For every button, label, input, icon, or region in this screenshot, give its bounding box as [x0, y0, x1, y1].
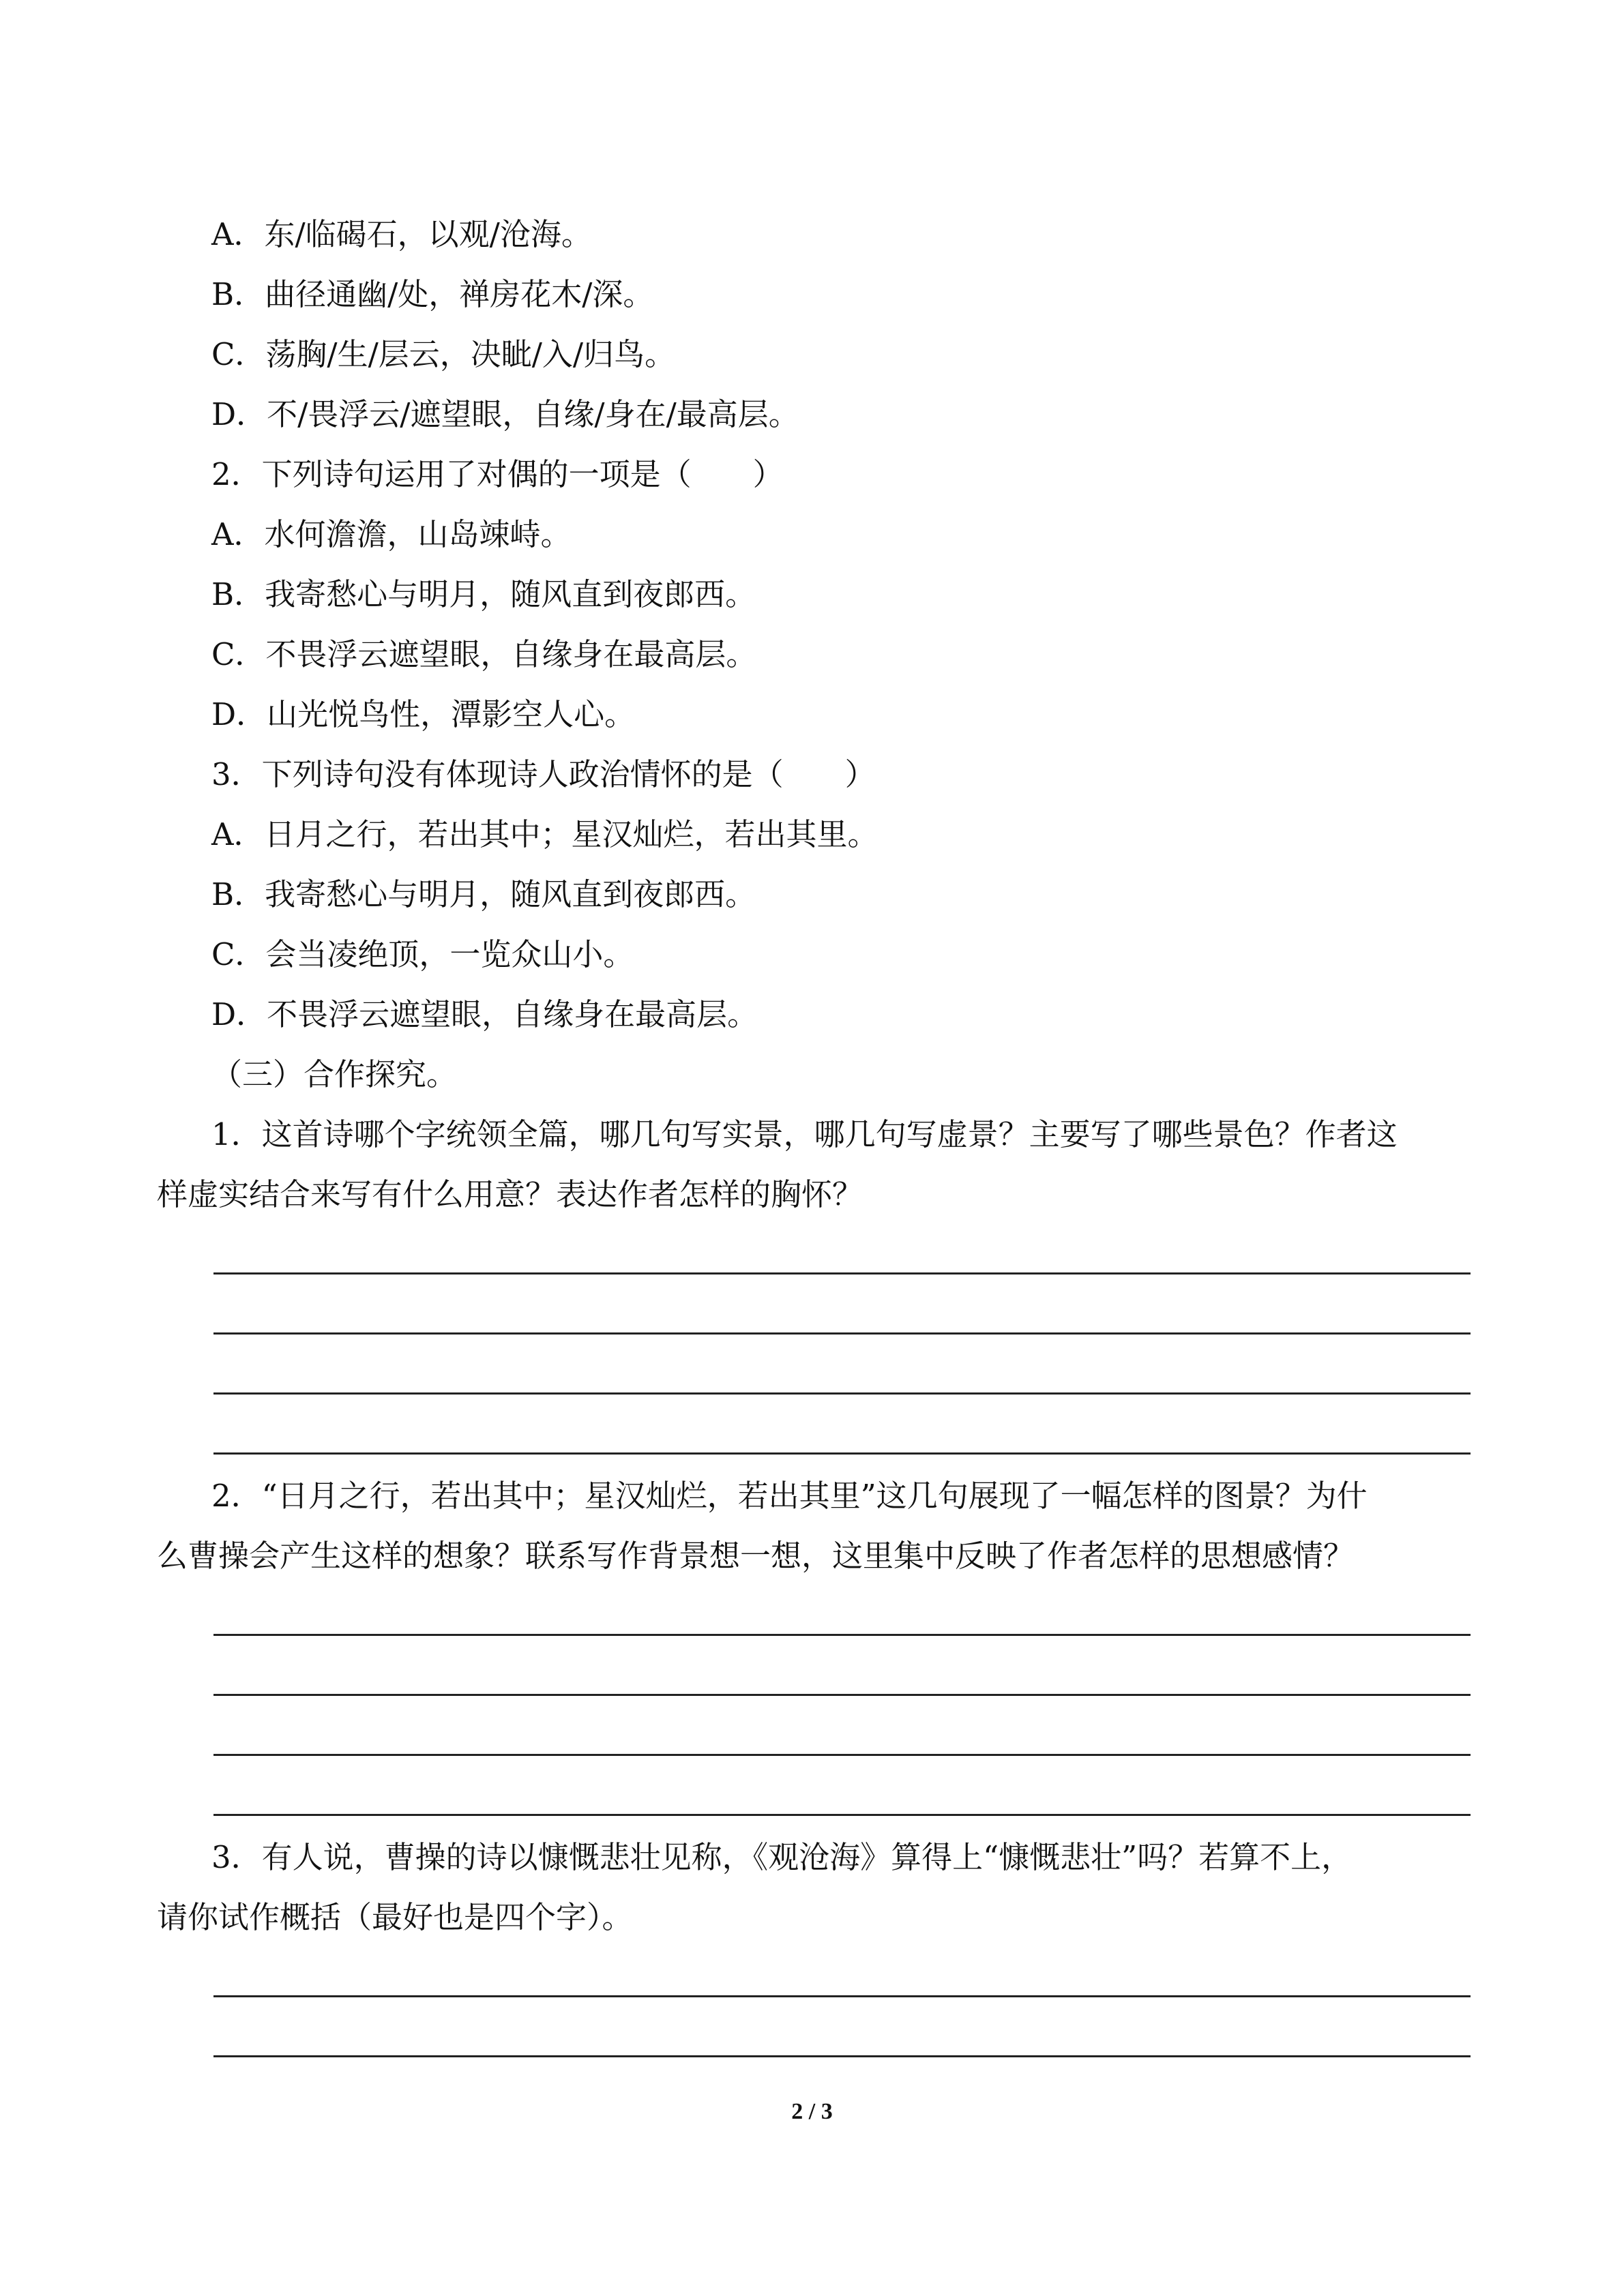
- q2-option-b: B．我寄愁心与明月，随风直到夜郎西。: [211, 576, 756, 612]
- explore-3-line-1: 3．有人说，曹操的诗以慷慨悲壮见称，《观沧海》算得上“慷慨悲壮”吗？若算不上，: [211, 1839, 1353, 1875]
- explore-3-line-2: 请你试作概括（最好也是四个字）。: [157, 1899, 633, 1935]
- page-number: 2 / 3: [791, 2099, 833, 2124]
- q1-option-a: A．东/临碣石，以观/沧海。: [211, 216, 592, 252]
- explore-1-line-1: 1．这首诗哪个字统领全篇，哪几句写实景，哪几句写虚景？主要写了哪些景色？作者这: [211, 1116, 1398, 1152]
- answer-line[interactable]: [213, 1452, 1471, 1455]
- answer-line[interactable]: [213, 1272, 1471, 1274]
- answer-line[interactable]: [213, 2055, 1471, 2057]
- answer-line[interactable]: [213, 1332, 1471, 1335]
- q2-stem: 2．下列诗句运用了对偶的一项是（ ）: [211, 456, 784, 492]
- answer-line[interactable]: [213, 1995, 1471, 1997]
- q3-option-c: C．会当凌绝顶，一览众山小。: [211, 936, 634, 972]
- explore-2-line-1: 2．“日月之行，若出其中；星汉灿烂，若出其里”这几句展现了一幅怎样的图景？为什: [211, 1478, 1368, 1514]
- q3-option-a: A．日月之行，若出其中；星汉灿烂，若出其里。: [211, 816, 879, 852]
- q3-option-b: B．我寄愁心与明月，随风直到夜郎西。: [211, 876, 756, 912]
- explore-2-line-2: 么曹操会产生这样的想象？联系写作背景想一想，这里集中反映了作者怎样的思想感情？: [157, 1538, 1355, 1574]
- q3-stem: 3．下列诗句没有体现诗人政治情怀的是（ ）: [211, 756, 876, 792]
- q2-option-d: D．山光悦鸟性，潭影空人心。: [211, 696, 636, 732]
- q2-option-a: A．水何澹澹，山岛竦峙。: [211, 516, 572, 552]
- section-title: （三）合作探究。: [211, 1056, 458, 1092]
- answer-line[interactable]: [213, 1392, 1471, 1395]
- q1-option-b: B．曲径通幽/处，禅房花木/深。: [211, 276, 654, 312]
- answer-line[interactable]: [213, 1694, 1471, 1696]
- answer-line[interactable]: [213, 1634, 1471, 1636]
- explore-1-line-2: 样虚实结合来写有什么用意？表达作者怎样的胸怀？: [157, 1176, 863, 1212]
- q1-option-d: D．不/畏浮云/遮望眼，自缘/身在/最高层。: [211, 396, 799, 432]
- q3-option-d: D．不畏浮云遮望眼，自缘身在最高层。: [211, 996, 758, 1032]
- q2-option-c: C．不畏浮云遮望眼，自缘身在最高层。: [211, 636, 757, 672]
- q1-option-c: C．荡胸/生/层云，决眦/入/归鸟。: [211, 336, 676, 372]
- answer-line[interactable]: [213, 1754, 1471, 1756]
- answer-line[interactable]: [213, 1814, 1471, 1816]
